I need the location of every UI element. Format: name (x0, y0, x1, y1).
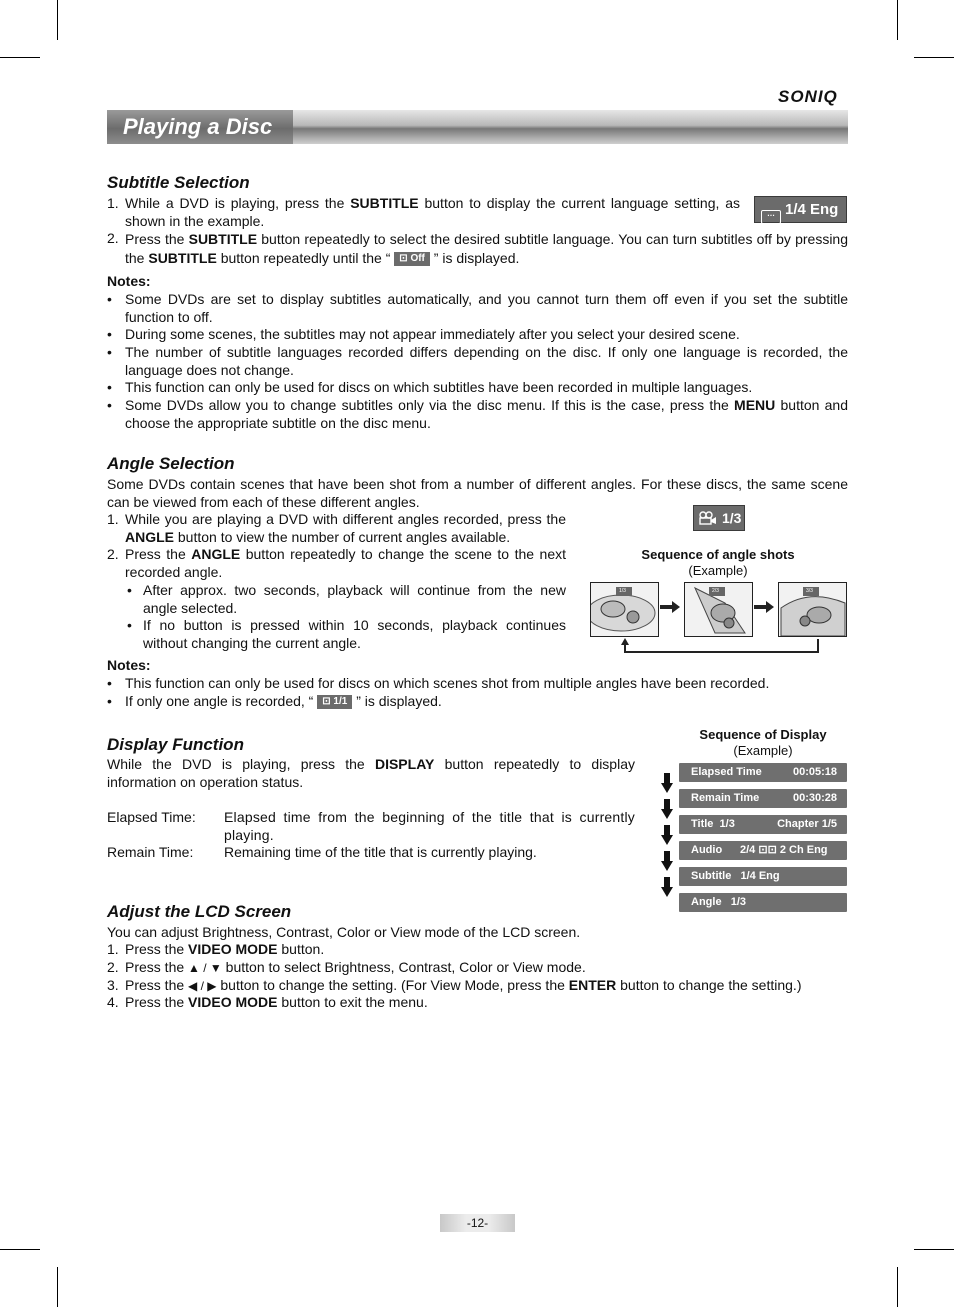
row-value: 00:05:18 (792, 766, 837, 778)
off-label: Off (410, 253, 425, 265)
subtitle-icon: … (761, 210, 781, 224)
angle-seq-title: Sequence of angle shots (641, 547, 795, 562)
text: button to change the setting.) (616, 977, 802, 993)
text: button to select Brightness, Contrast, Color or View mode. (221, 959, 586, 975)
crop-mark (897, 1267, 898, 1307)
crop-mark (57, 0, 58, 40)
note-text: During some scenes, the subtitles may not appear immediately after you select your desired scene. (125, 326, 740, 342)
display-row-elapsed (679, 763, 847, 782)
text: Press the (125, 231, 189, 247)
crop-mark (0, 1249, 40, 1250)
display-seq-subtitle: (Example) (733, 743, 793, 758)
substep-text: If no button is pressed within 10 seconds, playback continues without changing the current angle. (143, 617, 566, 651)
display-row-title (679, 815, 847, 834)
angle-one-icon: ⊡ 1/1 (317, 695, 352, 709)
angle-sequence-arrows (590, 595, 850, 657)
note-text: This function can only be used for discs on which scenes shot from multiple angles have been recorded. (125, 675, 770, 691)
display-button-name: DISPLAY (374, 756, 435, 772)
up-arrow-icon (621, 638, 629, 645)
subtitle-notes-label: Notes: (107, 273, 151, 289)
subtitle-button-name: SUBTITLE (350, 195, 419, 211)
remain-term: Remain Time: (107, 844, 194, 860)
text: button repeatedly until the “ (216, 250, 395, 266)
display-row-angle (679, 893, 847, 912)
crop-mark (0, 57, 40, 58)
brand-logo: SONIQ (778, 87, 838, 106)
angle-seq-subtitle: (Example) (688, 563, 748, 578)
loop-back-arrow (625, 639, 818, 652)
text: Press the (125, 941, 189, 957)
menu-button-name: MENU (734, 397, 776, 413)
text: While a DVD is playing, press the (125, 195, 351, 211)
video-mode-button-name: VIDEO MODE (188, 994, 278, 1010)
row-label: Elapsed Time (691, 766, 762, 778)
row-label: Angle 1/3 (691, 896, 747, 908)
display-row-subtitle (679, 867, 847, 886)
up-down-arrows-icon: ▲ / ▼ (188, 961, 222, 975)
angle-osd (693, 505, 745, 531)
right-arrow-icon (754, 601, 774, 613)
text: button to display the current language setting, as shown in the example. (125, 195, 741, 229)
remain-definition: Remaining time of the title that is currently playing. (224, 844, 537, 860)
down-arrow-icon (661, 773, 673, 793)
page-number: -12- (440, 1214, 515, 1232)
text: ” is displayed. (429, 250, 520, 266)
row-value: 00:30:28 (792, 792, 837, 804)
angle-one-label: 1/1 (333, 696, 348, 708)
text: button to view the number of current angles available. (174, 528, 511, 545)
text: button. (277, 941, 325, 957)
thumb-label: 1/3 (619, 588, 626, 594)
angle-intro: Some DVDs contain scenes that have been shot from a number of different angles. For these discs, the same scene can be viewed from each of these different angles. (107, 476, 848, 510)
lcd-intro: You can adjust Brightness, Contrast, Color or View mode of the LCD screen. (107, 924, 581, 940)
page-title-tab (107, 110, 293, 144)
row-label: Audio (691, 844, 723, 856)
subtitle-button-name: SUBTITLE (148, 250, 217, 266)
display-row-audio (679, 841, 847, 860)
lcd-heading: Adjust the LCD Screen (107, 902, 292, 921)
text: button to change the setting. (For View Mode, press the (216, 977, 569, 993)
text: While you are playing a DVD with different angles recorded, press the (125, 511, 566, 527)
note-text: Some DVDs are set to display subtitles automatically, and you cannot turn them off even if you set the subtitle function to off. (125, 291, 848, 325)
text: button repeatedly to select the desired subtitle language. You can turn subtitles off by pressing the (125, 231, 848, 266)
crop-mark (914, 57, 954, 58)
text: If only one angle is recorded, “ (125, 693, 318, 709)
subtitle-off-icon: ⊡ Off (394, 252, 430, 266)
subtitle-heading: Subtitle Selection (107, 173, 250, 192)
text: button and choose the appropriate subtitle on the disc menu. (125, 397, 849, 431)
display-heading: Display Function (107, 735, 244, 754)
text: Press the (125, 977, 189, 993)
page-title: Playing a Disc (123, 114, 273, 139)
enter-button-name: ENTER (568, 977, 617, 993)
down-arrow-icon (661, 851, 673, 871)
down-arrow-icon (661, 799, 673, 819)
left-right-arrows-icon: ◀ / ▶ (188, 979, 217, 993)
row-label: Subtitle 1/4 Eng (691, 870, 780, 882)
text: Press the (125, 546, 192, 562)
display-seq-title: Sequence of Display (699, 727, 827, 742)
text: button repeatedly to display information on operation status. (107, 756, 635, 790)
angle-button-name: ANGLE (191, 546, 241, 562)
text: Press the (125, 959, 189, 975)
row-label: Title 1/3 (691, 818, 735, 830)
row-label: Remain Time (691, 792, 760, 804)
display-row-remain (679, 789, 847, 808)
angle-osd-text: 1/3 (722, 510, 742, 526)
text: button repeatedly to change the scene to the next recorded angle. (125, 546, 566, 580)
page-title-bar (107, 110, 848, 144)
angle-heading: Angle Selection (107, 454, 235, 473)
note-text: This function can only be used for discs on which subtitles have been recorded in multiple languages. (125, 379, 753, 395)
angle-notes-label: Notes: (107, 657, 151, 673)
right-arrow-icon (660, 601, 680, 613)
text: Some DVDs allow you to change subtitles only via the disc menu. If this is the case, press the (125, 397, 735, 413)
down-arrow-icon (661, 877, 673, 897)
thumb-label: 3/3 (806, 588, 813, 594)
crop-mark (897, 0, 898, 40)
display-intro (107, 756, 635, 791)
subtitle-button-name: SUBTITLE (188, 231, 258, 247)
thumb-label: 2/3 (712, 588, 719, 594)
crop-mark (914, 1249, 954, 1250)
note-text: The number of subtitle languages recorded differs depending on the disc. If only one language is recorded, the language does not change. (125, 344, 848, 378)
row-value: 2/4 ⊡⊡ 2 Ch Eng (740, 844, 828, 856)
camera-icon (699, 511, 717, 525)
text: Press the (125, 994, 189, 1010)
substep-text: After approx. two seconds, playback will continue from the new angle selected. (143, 582, 566, 616)
text: While the DVD is playing, press the (107, 756, 375, 772)
text: ” is displayed. (352, 693, 442, 709)
subtitle-osd-text: 1/4 Eng (785, 201, 839, 218)
elapsed-term: Elapsed Time: (107, 809, 196, 825)
down-arrow-icon (661, 825, 673, 845)
crop-mark (57, 1267, 58, 1307)
elapsed-definition: Elapsed time from the beginning of the title that is currently playing. (224, 809, 635, 843)
text: button to exit the menu. (277, 994, 428, 1010)
angle-button-name: ANGLE (125, 528, 174, 545)
video-mode-button-name: VIDEO MODE (188, 941, 278, 957)
subtitle-osd (754, 196, 847, 223)
row-value: Chapter 1/5 (777, 818, 837, 830)
